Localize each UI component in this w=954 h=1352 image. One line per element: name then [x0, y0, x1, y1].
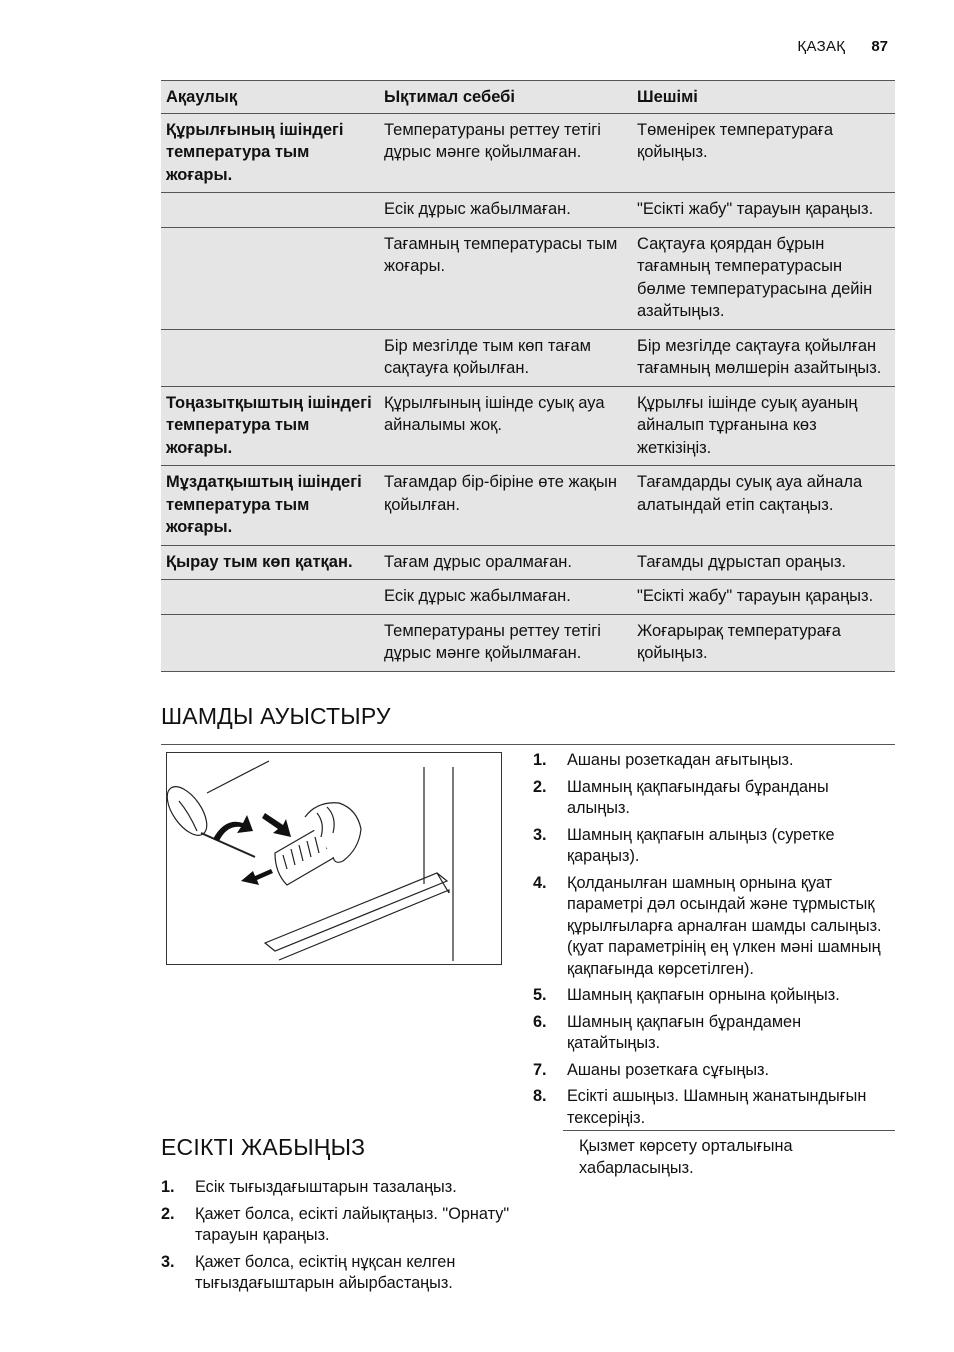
step-text: Шамның қақпағын алыңыз (суретке қараңыз).: [567, 825, 835, 865]
cause-cell: Құрылғының ішінде суық ауа айналымы жоқ.: [379, 386, 632, 466]
cause-cell: Есік дұрыс жабылмаған.: [379, 580, 632, 615]
step-number: 4.: [533, 873, 547, 892]
lamp-section-title: ШАМДЫ АУЫСТЫРУ: [161, 703, 391, 729]
problem-cell: Құрылғының ішіндегі температура тым жоғары.: [161, 113, 379, 193]
cause-cell: Тағам дұрыс оралмаған.: [379, 545, 632, 580]
step-number: 1.: [533, 751, 547, 769]
list-item: [533, 1086, 883, 1129]
step-number: 2.: [161, 1204, 175, 1223]
cause-cell: Тағамның температурасы тым жоғары.: [379, 227, 632, 329]
step-text: Шамның қақпағын бұрандамен қатайтыңыз.: [567, 1012, 802, 1052]
list-item: [533, 750, 883, 772]
header-solution: Шешімі: [632, 81, 895, 114]
problem-cell: [161, 614, 379, 671]
solution-cell: Құрылғы ішінде суық ауаның айналып тұрғанына көз жеткізіңіз.: [632, 386, 895, 466]
problem-cell: [161, 227, 379, 329]
page-number: 87: [871, 38, 888, 55]
list-item: [533, 825, 883, 868]
problem-cell: [161, 193, 379, 228]
table-row: [161, 614, 895, 671]
service-center-note: Қызмет көрсету орталығына хабарласыңыз.: [579, 1137, 793, 1177]
step-number: 6.: [533, 1012, 547, 1031]
step-number: 1.: [161, 1178, 175, 1196]
solution-cell: Тағамды дұрыстап ораңыз.: [632, 545, 895, 580]
cause-cell: Температураны реттеу тетігі дұрыс мәнге қойылмаған.: [379, 113, 632, 193]
solution-cell: "Есікті жабу" тарауын қараңыз.: [632, 580, 895, 615]
language-label: ҚАЗАҚ: [797, 38, 846, 55]
list-item: [533, 1012, 883, 1055]
lamp-replacement-figure: [166, 752, 502, 965]
table-row: [161, 329, 895, 386]
table-row: [161, 580, 895, 615]
table-header-row: [161, 81, 895, 114]
step-number: 3.: [161, 1252, 175, 1271]
solution-cell: "Есікті жабу" тарауын қараңыз.: [632, 193, 895, 228]
step-text: Есік тығыздағыштарын тазалаңыз.: [195, 1178, 457, 1196]
list-item: [533, 777, 883, 820]
page-header: [797, 38, 888, 55]
list-item: [161, 1204, 521, 1247]
problem-cell: Тоңазытқыштың ішіндегі температура тым жоғары.: [161, 386, 379, 466]
step-number: 2.: [533, 777, 547, 796]
step-text: Шамның қақпағын орнына қойыңыз.: [567, 986, 840, 1004]
cause-cell: Температураны реттеу тетігі дұрыс мәнге қойылмаған.: [379, 614, 632, 671]
lamp-cover-removal-illustration-icon: [167, 753, 501, 964]
step-text: Қажет болса, есіктің нұқсан келген тығыздағыштарын айырбастаңыз.: [195, 1252, 456, 1292]
step-text: Ашаны розеткадан ағытыңыз.: [567, 751, 794, 769]
list-item: [161, 1177, 521, 1199]
troubleshooting-table: [161, 80, 895, 672]
cause-cell: Есік дұрыс жабылмаған.: [379, 193, 632, 228]
lamp-steps-list: [533, 750, 883, 1134]
solution-cell: Жоғарырақ температураға қойыңыз.: [632, 614, 895, 671]
section-divider: [563, 1130, 895, 1131]
step-number: 5.: [533, 986, 547, 1004]
step-text: Шамның қақпағындағы бұранданы алыңыз.: [567, 777, 829, 817]
table-row: [161, 386, 895, 466]
header-problem: Ақаулық: [161, 81, 379, 114]
table-row: [161, 545, 895, 580]
table-row: [161, 193, 895, 228]
problem-cell: [161, 329, 379, 386]
step-text: Ашаны розеткаға сұғыңыз.: [567, 1060, 770, 1079]
step-text: Қажет болса, есікті лайықтаңыз. "Орнату" тарауын қараңыз.: [195, 1204, 510, 1244]
step-number: 7.: [533, 1060, 547, 1079]
problem-cell: Мұздатқыштың ішіндегі температура тым жоғары.: [161, 466, 379, 546]
list-item: [161, 1252, 521, 1295]
door-steps-list: [161, 1177, 521, 1300]
step-number: 8.: [533, 1087, 547, 1105]
cause-cell: Бір мезгілде тым көп тағам сақтауға қойылған.: [379, 329, 632, 386]
solution-cell: Төменірек температураға қойыңыз.: [632, 113, 895, 193]
solution-cell: Тағамдарды суық ауа айнала алатындай етіп сақтаңыз.: [632, 466, 895, 546]
step-number: 3.: [533, 825, 547, 844]
problem-cell: Қырау тым көп қатқан.: [161, 545, 379, 580]
list-item: [533, 873, 883, 981]
problem-cell: [161, 580, 379, 615]
table-row: [161, 227, 895, 329]
table-row: [161, 113, 895, 193]
door-section-title: ЕСІКТІ ЖАБЫҢЫЗ: [161, 1134, 366, 1160]
list-item: [533, 1060, 883, 1082]
solution-cell: Сақтауға қоярдан бұрын тағамның температурасын бөлме температурасына дейін азайтыңыз.: [632, 227, 895, 329]
header-cause: Ықтимал себебі: [379, 81, 632, 114]
section-divider: [161, 744, 895, 745]
step-text: Қолданылған шамның орнына қуат параметрі дәл осындай және тұрмыстық құрылғыларға арналған шамды салыңыз. (қуат параметрінің ең үлкен мәні шамның қақпағында көрсетілген).: [567, 873, 882, 978]
table-row: [161, 466, 895, 546]
step-text: Есікті ашыңыз. Шамның жанатындығын тексеріңіз.: [567, 1087, 867, 1127]
list-item: [533, 985, 883, 1007]
cause-cell: Тағамдар бір-біріне өте жақын қойылған.: [379, 466, 632, 546]
solution-cell: Бір мезгілде сақтауға қойылған тағамның мөлшерін азайтыңыз.: [632, 329, 895, 386]
